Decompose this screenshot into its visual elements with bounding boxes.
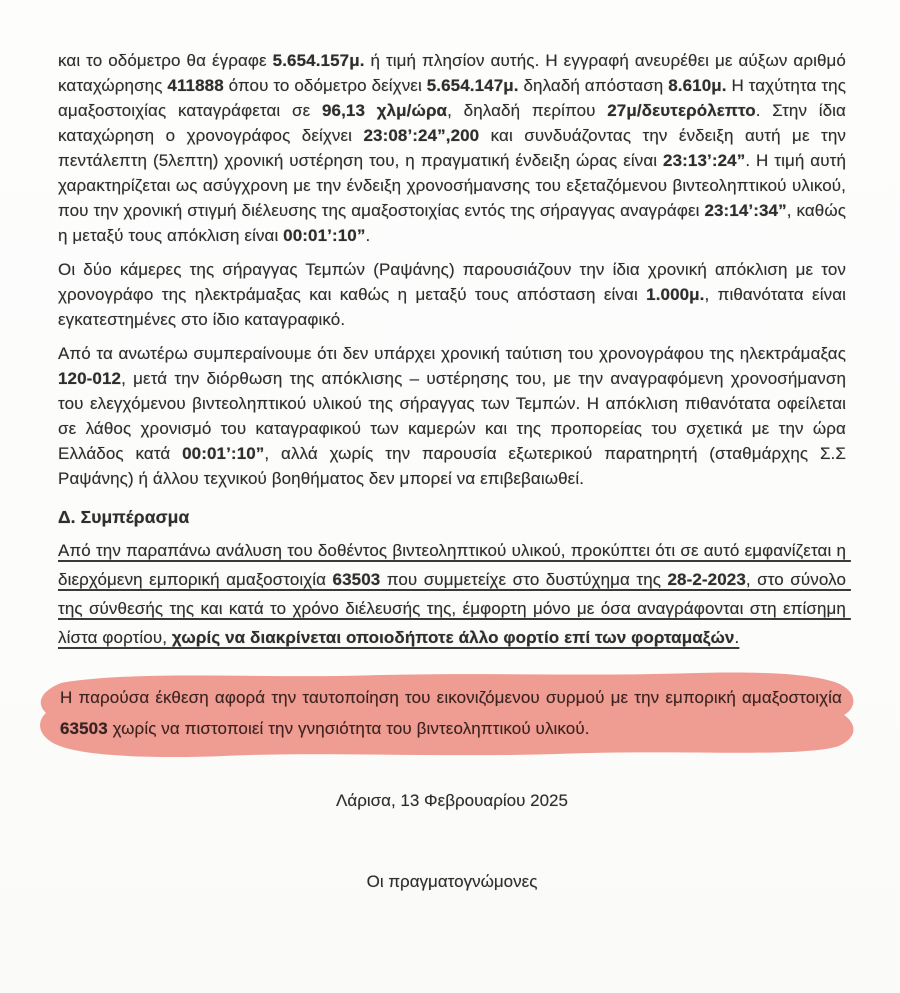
text-segment: 120-012	[58, 369, 122, 388]
text-segment: 5.654.157μ.	[272, 51, 365, 70]
text-segment: Η ταχύτητα της αμαξοστοιχίας καταγράφεται σε	[58, 76, 851, 120]
text-segment: 5.654.147μ.	[426, 76, 519, 95]
text-segment: 8.610μ.	[668, 76, 727, 95]
text-segment: ή τιμή πλησίον αυτής. Η εγγραφή ανευρέθει με αύξων αριθμό καταχώρησης	[58, 51, 851, 95]
text-segment: . Στην ίδια καταχώρηση ο χρονογράφος δείχνει	[58, 101, 851, 145]
text-segment: δηλαδή απόσταση	[518, 76, 669, 95]
paragraph-final-findings	[58, 536, 851, 652]
text-segment: , πιθανότατα είναι εγκατεστημένες στο ίδιο καταγραφικό.	[58, 285, 851, 329]
signers-line: Οι πραγματογνώμονες	[366, 872, 538, 891]
text-segment: 63503	[332, 570, 381, 589]
text-segment: που συμμετείχε στο δυστύχημα της	[380, 570, 668, 589]
text-segment: Από τα ανωτέρω συμπεραίνουμε ότι δεν υπάρχει χρονική ταύτιση του χρονογράφου της ηλεκτράμαξας	[58, 344, 851, 363]
text-segment: .	[734, 628, 740, 647]
text-segment: Από την παραπάνω ανάλυση του δοθέντος βιντεοληπτικού υλικού, προκύπτει ότι σε αυτό εμφανίζεται η διερχόμενη εμπορική αμαξοστοιχία	[58, 541, 851, 589]
text-segment: όπου το οδόμετρο δείχνει	[223, 76, 427, 95]
text-segment: 27μ/δευτερόλεπτο	[607, 101, 756, 120]
text-segment: Οι δύο κάμερες της σήραγγας Τεμπών (Ραψάνης) παρουσιάζουν την ίδια χρονική απόκλιση με τον χρονογράφο της ηλεκτράμαξας και καθώς η μεταξύ τους απόσταση είναι	[58, 260, 851, 304]
text-segment: 63503	[60, 719, 108, 738]
text-segment: 96,13 χλμ/ώρα	[321, 101, 448, 120]
paragraph-highlighted-disclaimer	[60, 682, 847, 744]
section-heading-conclusion: Δ. Συμπέρασμα	[58, 507, 190, 527]
text-segment: 00:01’:10”	[182, 444, 265, 463]
text-segment: χωρίς να πιστοποιεί την γνησιότητα του βιντεοληπτικού υλικού.	[107, 719, 590, 738]
text-segment: 411888	[167, 76, 224, 95]
text-segment: Η παρούσα έκθεση αφορά την ταυτοποίηση του εικονιζόμενου συρμού με την εμπορική αμαξοστοιχία	[60, 688, 847, 707]
text-segment: , στο σύνολο της σύνθεσής της και κατά το χρόνο διέλευσής της, έμφορτη μόνο με όσα αναγράφονται στη επίσημη λίστα φορτίου,	[58, 570, 851, 647]
text-segment: , αλλά χωρίς την παρουσία εξωτερικού παρατηρητή (σταθμάρχης Σ.Σ Ραψάνης) ή άλλου τεχνικού βοηθήματος δεν μπορεί να επιβεβαιωθεί.	[58, 444, 851, 488]
text-segment: και το οδόμετρο θα έγραφε	[58, 51, 273, 70]
text-segment: 1.000μ.	[646, 285, 705, 304]
text-segment: 00:01’:10”	[283, 226, 366, 245]
paragraph-odometer-analysis	[58, 48, 851, 248]
paragraph-tunnel-cameras	[58, 257, 851, 332]
date-line: Λάρισα, 13 Φεβρουαρίου 2025	[336, 791, 568, 810]
text-segment: 23:14’:34”	[704, 201, 787, 220]
text-segment: και συνδυάζοντας την ένδειξη αυτή με την πεντάλεπτη (5λεπτη) χρονική υστέρηση του, η πραγματική ένδειξη ώρας είναι	[58, 126, 851, 170]
text-segment: 28-2-2023	[667, 570, 746, 589]
text-segment: .	[365, 226, 371, 245]
text-segment: . Η τιμή αυτή χαρακτηρίζεται ως ασύγχρονη με την ένδειξη χρονοσήμανσης του εξεταζόμενου βιντεοληπτικού υλικού, που την χρονική στιγμή διέλευσης της αμαξοστοιχίας εντός της σήραγγας αναγράφει	[58, 151, 851, 220]
text-segment: 23:08’:24”,200	[363, 126, 480, 145]
text-segment: , μετά την διόρθωση της απόκλισης – υστέρησης του, με την αναγραφόμενη χρονοσήμανση του ελεγχόμενου βιντεοληπτικού υλικού της σήραγγας των Τεμπών. Η απόκλιση πιθανότατα οφείλεται σε λάθος χρονισμό του καταγραφικού των καμερών και της προπορείας του σχετικά με την ώρα Ελλάδος κατά	[58, 369, 851, 463]
text-segment: 23:13’:24”	[663, 151, 746, 170]
text-segment: χωρίς να διακρίνεται οποιοδήποτε άλλο φορτίο επί των φορταμαξών	[171, 628, 735, 647]
text-segment: , δηλαδή περίπου	[447, 101, 608, 120]
text-segment: , καθώς η μεταξύ τους απόκλιση είναι	[58, 201, 851, 245]
highlighted-note	[30, 666, 866, 762]
paragraph-time-mismatch	[58, 341, 851, 491]
